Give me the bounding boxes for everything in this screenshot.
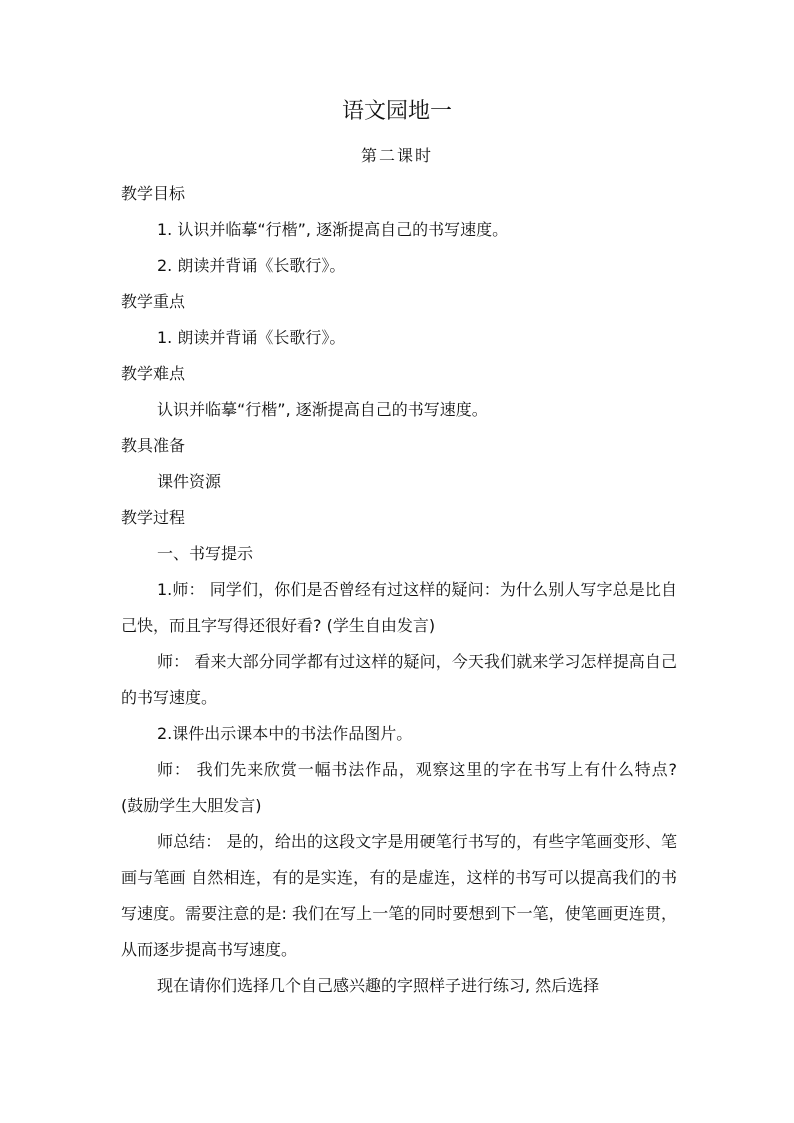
document-title: 语文园地一 [341,99,452,124]
process-paragraph: 1.师： 同学们，你们是否曾经有过这样的疑问：为什么别人写字总是比自己快，而且字写得还很好看? (学生自由发言) [121,580,677,635]
difficulty-item: 认识并临摹“行楷”, 逐渐提高自己的书写速度。 [157,400,488,419]
section-heading-process: 教学过程 [121,508,186,527]
section-heading-difficulties: 教学难点 [121,364,186,383]
material-item: 课件资源 [157,472,222,491]
objective-item: 1. 认识并临摹“行楷”, 逐渐提高自己的书写速度。 [157,220,509,239]
document-subtitle: 第二课时 [360,146,433,165]
process-paragraph: 一、书写提示 [157,544,254,563]
key-point-item: 1. 朗读并背诵《长歌行》。 [157,328,346,347]
objective-item: 2. 朗读并背诵《长歌行》。 [157,256,346,275]
process-paragraph: 师总结： 是的，给出的这段文字是用硬笔行书写的，有些字笔画变形、笔画与笔画 自然相连，有的是实连，有的是虚连，这样的书写可以提高我们的书写速度。需要注意的是: 我们在写上一笔的同时要想到下一笔，使笔画更连贯，从而逐步提高书写速度。 [121,832,677,959]
process-paragraph: 师： 我们先来欣赏一幅书法作品，观察这里的字在书写上有什么特点? (鼓励学生大胆发言) [121,760,677,815]
section-heading-objectives: 教学目标 [121,184,186,203]
section-heading-key-points: 教学重点 [121,292,186,311]
document-body [121,176,677,1004]
process-paragraph: 现在请你们选择几个自己感兴趣的字照样子进行练习, 然后选择 [157,976,600,995]
process-paragraph: 师： 看来大部分同学都有过这样的疑问，今天我们就来学习怎样提高自己的书写速度。 [121,652,677,707]
process-paragraph: 2.课件出示课本中的书法作品图片。 [157,724,413,743]
section-heading-materials: 教具准备 [121,436,186,455]
